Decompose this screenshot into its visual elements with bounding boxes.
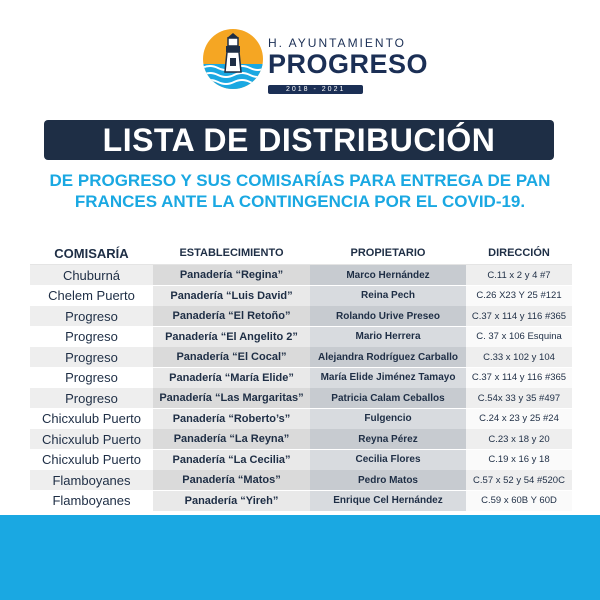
cell-comisaria: Chelem Puerto bbox=[30, 286, 153, 306]
cell-establecimiento: Panadería “María Elide” bbox=[153, 368, 310, 388]
column-header-propietario: PROPIETARIO bbox=[350, 247, 426, 259]
cell-propietario: Reyna Pérez bbox=[310, 429, 466, 449]
cell-comisaria: Chicxulub Puerto bbox=[30, 450, 153, 470]
title-banner bbox=[44, 120, 554, 160]
cell-propietario: Alejandra Rodríguez Carballo bbox=[310, 347, 466, 367]
subtitle-line-1: DE PROGRESO Y SUS COMISARÍAS PARA ENTREGA DE PAN bbox=[49, 171, 551, 190]
table-header bbox=[30, 242, 572, 264]
cell-direccion: C.59 x 60B Y 60D bbox=[466, 491, 572, 511]
cell-comisaria: Progreso bbox=[30, 306, 153, 326]
table-row bbox=[30, 470, 572, 491]
table-row bbox=[30, 347, 572, 368]
table-row bbox=[30, 306, 572, 327]
cell-establecimiento: Panadería “Luis David” bbox=[153, 286, 310, 306]
bottom-color-band bbox=[0, 515, 600, 600]
cell-direccion: C.19 x 16 y 18 bbox=[466, 450, 572, 470]
table-row bbox=[30, 286, 572, 307]
lighthouse-icon bbox=[202, 28, 264, 90]
cell-establecimiento: Panadería “Regina” bbox=[153, 265, 310, 285]
cell-comisaria: Flamboyanes bbox=[30, 491, 153, 511]
cell-propietario: Rolando Urive Preseo bbox=[310, 306, 466, 326]
cell-comisaria: Progreso bbox=[30, 347, 153, 367]
cell-propietario: María Elide Jiménez Tamayo bbox=[310, 368, 466, 388]
subtitle-line-2: FRANCES ANTE LA CONTINGENCIA POR EL COVID-19. bbox=[74, 192, 526, 211]
organization-brand bbox=[268, 36, 429, 96]
cell-direccion: C.37 x 114 y 116 #365 bbox=[466, 306, 572, 326]
cell-direccion: C. 37 x 106 Esquina bbox=[466, 327, 572, 347]
subtitle bbox=[30, 170, 570, 212]
cell-direccion: C.37 x 114 y 116 #365 bbox=[466, 368, 572, 388]
cell-propietario: Enrique Cel Hernández bbox=[310, 491, 466, 511]
table-row bbox=[30, 388, 572, 409]
cell-propietario: Mario Herrera bbox=[310, 327, 466, 347]
organization-name-small: H. AYUNTAMIENTO bbox=[268, 36, 407, 50]
organization-name-big: PROGRESO bbox=[268, 49, 429, 79]
table-row bbox=[30, 429, 572, 450]
cell-direccion: C.54x 33 y 35 #497 bbox=[466, 388, 572, 408]
cell-establecimiento: Panadería “Matos” bbox=[153, 470, 310, 490]
cell-establecimiento: Panadería “Yireh” bbox=[153, 491, 310, 511]
cell-propietario: Fulgencio bbox=[310, 409, 466, 429]
cell-direccion: C.33 x 102 y 104 bbox=[466, 347, 572, 367]
term-years: 2018 - 2021 bbox=[268, 85, 363, 94]
cell-comisaria: Chicxulub Puerto bbox=[30, 429, 153, 449]
distribution-table bbox=[30, 242, 572, 511]
cell-comisaria: Chuburná bbox=[30, 265, 153, 285]
cell-direccion: C.11 x 2 y 4 #7 bbox=[466, 265, 572, 285]
cell-direccion: C.23 x 18 y 20 bbox=[466, 429, 572, 449]
table-body bbox=[30, 264, 572, 511]
table-row bbox=[30, 265, 572, 286]
cell-establecimiento: Panadería “El Cocal” bbox=[153, 347, 310, 367]
cell-propietario: Marco Hernández bbox=[310, 265, 466, 285]
column-header-comisaria: COMISARÍA bbox=[54, 245, 129, 261]
table-row bbox=[30, 327, 572, 348]
cell-direccion: C.24 x 23 y 25 #24 bbox=[466, 409, 572, 429]
cell-propietario: Reina Pech bbox=[310, 286, 466, 306]
cell-comisaria: Progreso bbox=[30, 368, 153, 388]
table-row bbox=[30, 491, 572, 512]
cell-propietario: Patricia Calam Ceballos bbox=[310, 388, 466, 408]
table-row bbox=[30, 450, 572, 471]
cell-establecimiento: Panadería “El Angelito 2” bbox=[153, 327, 310, 347]
cell-establecimiento: Panadería “El Retoño” bbox=[153, 306, 310, 326]
cell-establecimiento: Panadería “Las Margaritas” bbox=[153, 388, 310, 408]
cell-direccion: C.57 x 52 y 54 #520C bbox=[466, 470, 572, 490]
cell-direccion: C.26 X23 Y 25 #121 bbox=[466, 286, 572, 306]
cell-comisaria: Progreso bbox=[30, 388, 153, 408]
cell-propietario: Pedro Matos bbox=[310, 470, 466, 490]
cell-comisaria: Flamboyanes bbox=[30, 470, 153, 490]
cell-establecimiento: Panadería “Roberto’s” bbox=[153, 409, 310, 429]
column-header-establecimiento: ESTABLECIMIENTO bbox=[179, 247, 284, 259]
cell-establecimiento: Panadería “La Cecilia” bbox=[153, 450, 310, 470]
page-title: LISTA DE DISTRIBUCIÓN bbox=[102, 121, 496, 158]
cell-propietario: Cecilia Flores bbox=[310, 450, 466, 470]
cell-establecimiento: Panadería “La Reyna” bbox=[153, 429, 310, 449]
cell-comisaria: Progreso bbox=[30, 327, 153, 347]
table-row bbox=[30, 368, 572, 389]
column-header-direccion: DIRECCIÓN bbox=[488, 247, 550, 259]
table-row bbox=[30, 409, 572, 430]
cell-comisaria: Chicxulub Puerto bbox=[30, 409, 153, 429]
